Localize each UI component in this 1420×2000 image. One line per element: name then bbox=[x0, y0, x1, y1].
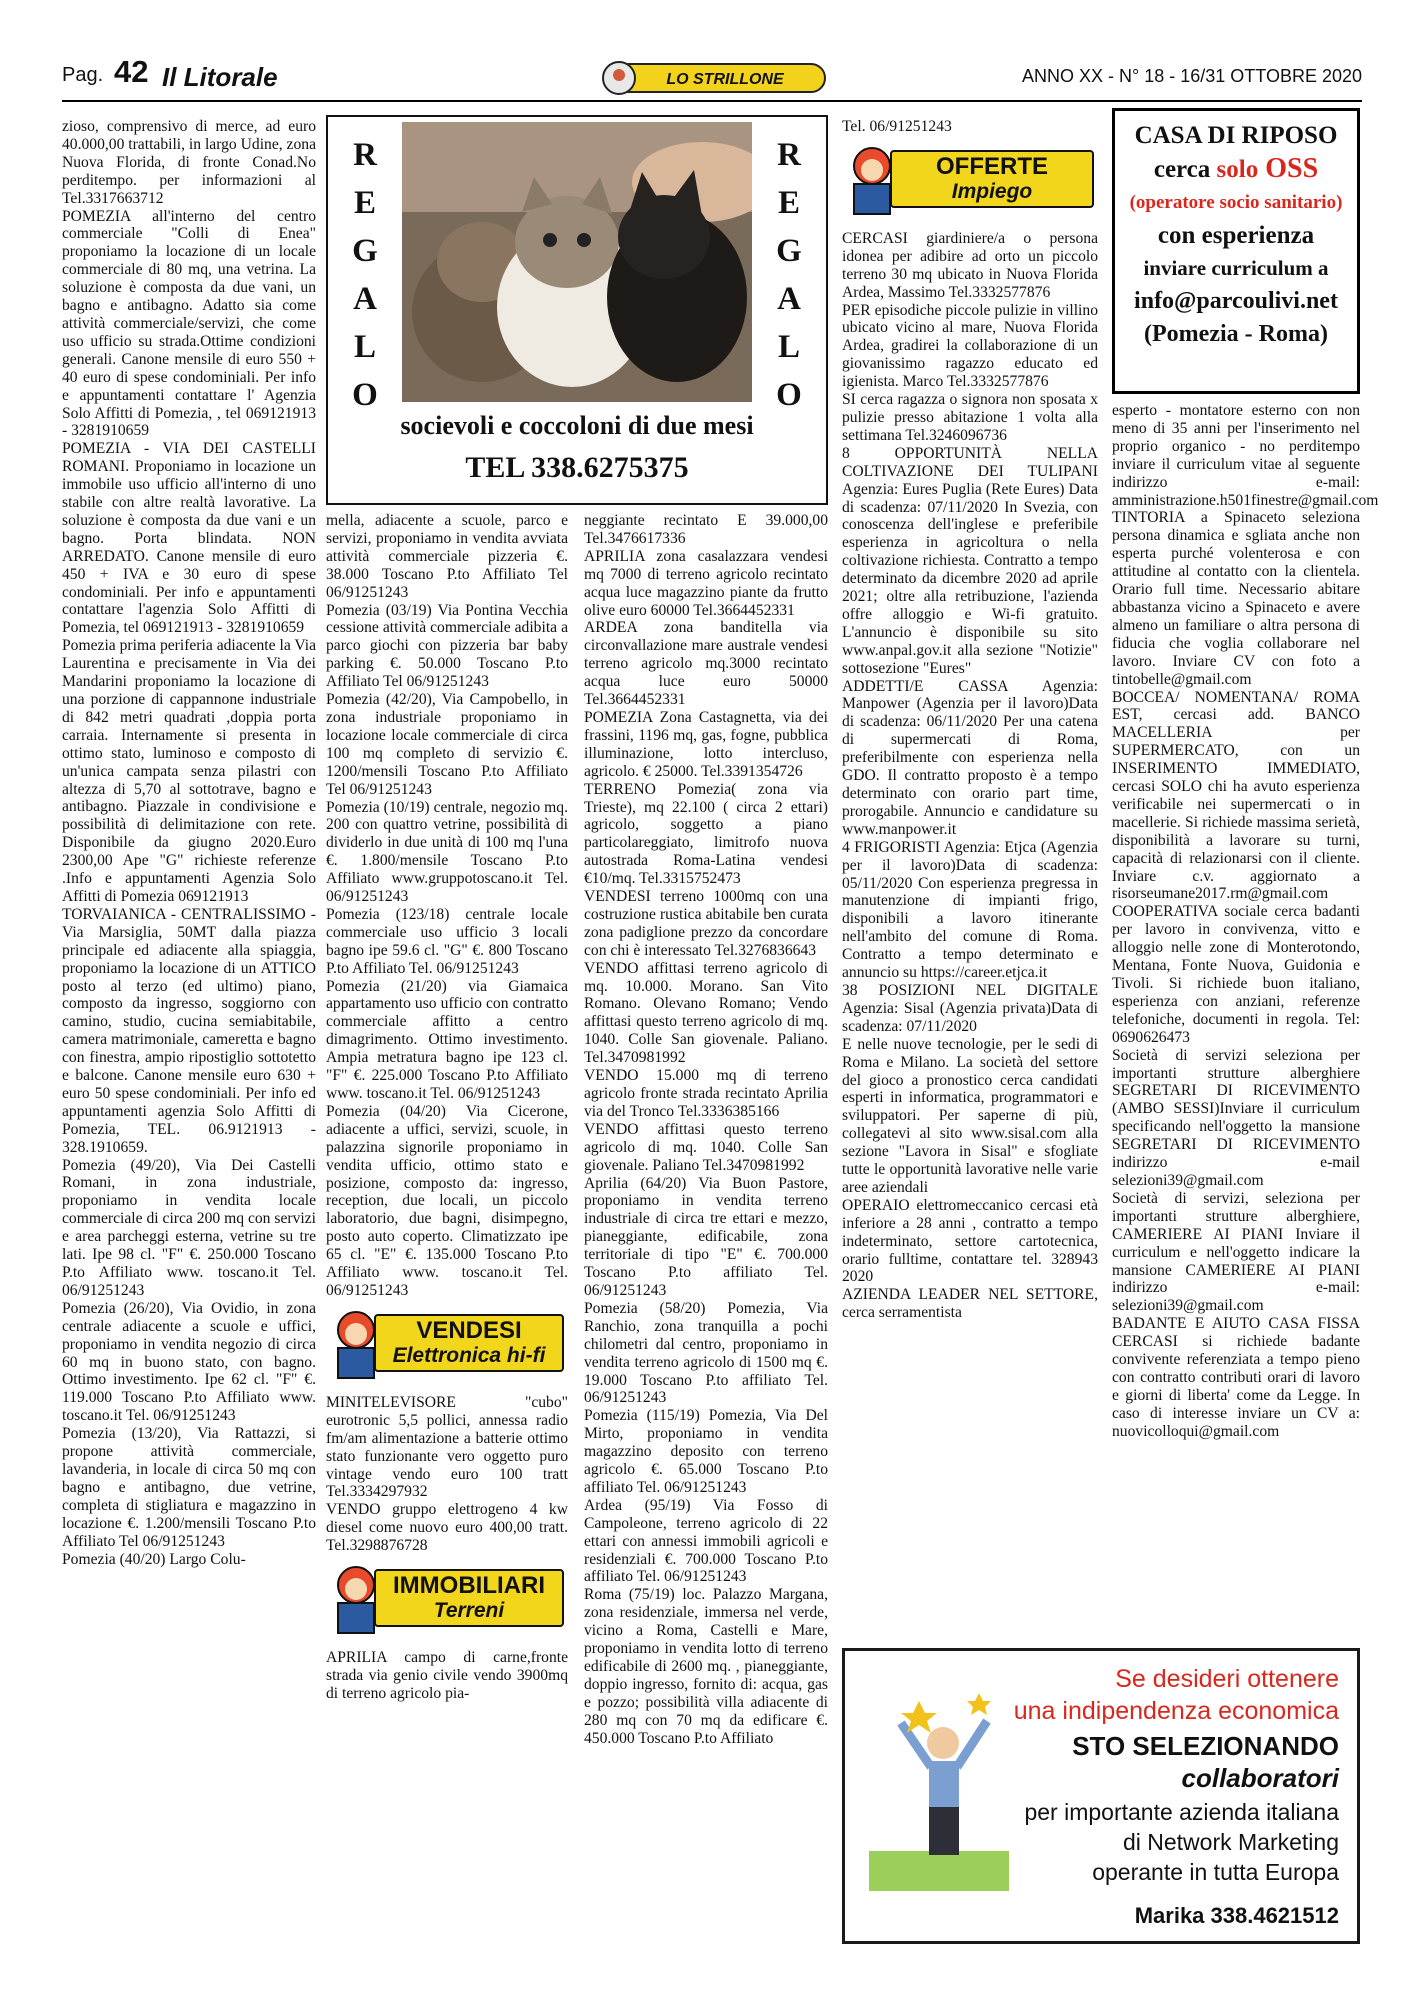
immobiliari-label bbox=[374, 1569, 564, 1627]
kitten-phone: TEL 338.6275375 bbox=[465, 451, 689, 484]
classified-ad: POMEZIA all'interno del centro commerciale "Colli di Enea" proponiamo la locazione di un locale commerciale di 80 mq, una vetrina. La soluzione è composta da due vani, un bagno e antibagno. Adatto sia come attività commerciale/servizi, che come uso ufficio su strada.Ottime condizioni generali. Canone mensile di euro 550 + 40 euro di spese condominiali. Per info e appuntamenti contattare l' Agenzia Solo Affitti di Pomezia, , tel 069121913 - 3281910659 bbox=[62, 207, 316, 440]
oss-line: (operatore socio sanitario) bbox=[1129, 192, 1343, 213]
classified-ad: MINITELEVISORE "cubo" eurotronic 5,5 pollici, annessa radio fm/am alimentazione a batterie ottimo stato funzionante vero oggetto puro vintage vendo euro 100 tratt Tel.3334297932 bbox=[326, 1393, 568, 1501]
classified-ad: Ardea (95/19) Via Fosso di Campoleone, terreno agricolo di 22 ettari con annessi immobili agricoli e residenziali €. 700.000 Toscano P.to affiliato Tel. 06/91251243 bbox=[584, 1496, 828, 1586]
classified-ad: BOCCEA/ NOMENTANA/ ROMA EST, cercasi add. BANCO MACELLERIA per SUPERMERCATO, con un INSERIMENTO IMMEDIATO, cercasi SOLO chi ha avuto esperienza verificabile nei supermercati o in macellerie. Si richiede massima serietà, disponibilità a lavorare su turni, capacità di relazionarsi con il cliente. Inviare c.v. aggiornato a risorseumane2017.rm@gmail.com bbox=[1112, 688, 1360, 903]
oss-job-ad bbox=[1112, 108, 1360, 394]
classified-ad: E nelle nuove tecnologie, per le sedi di Roma e Milano. La società del settore del gioco a pronostico cerca candidati esperti in informatica, programmatori e sviluppatori. Per saperne di più, collegatevi al sito www.sisal.com alla sezione "Lavora in Sisal" e sfogliate tutte le opportunità lavorative nelle varie aree aziendali bbox=[842, 1035, 1098, 1196]
vendesi-label bbox=[374, 1314, 564, 1372]
classified-ad: VENDO affittasi questo terreno agricolo di mq. 1040. Colle San giovenale. Paliano Tel.3470981992 bbox=[584, 1120, 828, 1174]
classified-ad: TINTORIA a Spinaceto seleziona persona dinamica e sgliata anche non esperta purché volenterosa e con attitudine al contatto con la clientela. Orario full time. Necessario abitare abbastanza vicino a Spinaceto e avere almeno un familiare o altra persona di fiducia che voglia collaborare nel lavoro. Inviare CV con foto a tintobelle@gmail.com bbox=[1112, 509, 1360, 688]
letter: E bbox=[353, 185, 376, 221]
classified-ad: COOPERATIVA sociale cerca badanti per lavoro in convivenza, vitto e alloggio nelle zone di Monterotondo, Mentana, Fonte Nuova, Guidonia e Tivoli. Si richiede buon italiano, esperienza con anziani, referenze telefoniche, documenti in regola. Tel: 0690626473 bbox=[1112, 903, 1360, 1046]
mlm-line: Se desideri ottenere bbox=[1115, 1665, 1339, 1693]
classified-ad: OPERAIO elettromeccanico cercasi età inferiore a 28 anni , contratto a tempo indeterminato, settore cartotecnica, orario fulltime, contattare tel. 328943 2020 bbox=[842, 1196, 1098, 1286]
letter: R bbox=[777, 137, 801, 173]
classified-ad: VENDESI terreno 1000mq con una costruzione rustica abitabile ben curata zona padiglione prezzo da concordare con chi è interessato Tel.3276836643 bbox=[584, 888, 828, 959]
classified-ad: POMEZIA - VIA DEI CASTELLI ROMANI. Proponiamo in locazione un immobile uso ufficio all'interno di uno stabile con altre realtà lavorative. La soluzione è composta da due vani e un bagno. Porta blindata. NON ARREDATO. Canone mensile di euro 450 + IVA e 30 euro di spese condominiali. Per info e appuntamenti contattare l'agenzia Solo Affitti di Pomezia, tel 069121913 - 3281910659 bbox=[62, 440, 316, 637]
mlm-line: di Network Marketing bbox=[1122, 1829, 1339, 1855]
classified-ad: esperto - montatore esterno con non meno di 35 anni per l'inserimento nel proprio organico - no perditempo inviare il curriculum vitae al seguente indirizzo e-mail: amministrazione.h501finestre@gmail.com bbox=[1112, 402, 1379, 509]
classified-ad: 8 OPPORTUNITÀ NELLA COLTIVAZIONE DEI TULIPANI Agenzia: Eures Puglia (Rete Eures) Data di scadenza: 07/11/2020 In Svezia, con conoscenza dell'inglese e preferibile esperienza in agricoltura o nella coltivazione richiesta. Contratto a tempo determinato da dicembre 2020 ad aprile 2021; oltre alla retribuzione, l'azienda offre alloggio e Wi-fi gratuito. L'annuncio è disponibile su sito www.anpal.gov.it alla sezione "Notizie" sottosezione "Eures" bbox=[842, 444, 1098, 677]
column-1 bbox=[62, 118, 316, 1568]
letter: A bbox=[353, 281, 377, 317]
classified-ad: AZIENDA LEADER NEL SETTORE, cerca serramentista bbox=[842, 1286, 1098, 1322]
letter: R bbox=[353, 137, 377, 173]
classified-ad: Pomezia (26/20), Via Ovidio, in zona centrale adiacente a scuole e uffici, proponiamo in vendita negozio di circa 60 mq in buono stato, con bagno. Ottimo investimento. Ipe 62 cl. "F" €. 119.000 Toscano P.to Affiliato www. toscano.it Tel. 06/91251243 bbox=[62, 1299, 316, 1425]
oss-line: inviare curriculum a bbox=[1143, 256, 1329, 280]
classified-ad: PER episodiche piccole pulizie in villino ubicato vicino al mare, Nuova Florida Ardea, gradirei la collaborazione di un giovanissimo ragazzo educato ed igienista. Marco Tel.3332577876 bbox=[842, 301, 1098, 391]
regalo-left bbox=[340, 131, 390, 419]
header-subtitle: Terreni bbox=[433, 1599, 505, 1623]
kitten-gift-ad bbox=[326, 115, 828, 505]
classified-ad: neggiante recintato E 39.000,00 Tel.3476617336 bbox=[584, 512, 828, 547]
oss-line: (Pomezia - Roma) bbox=[1144, 321, 1328, 347]
classified-ad: ARDEA zona banditella via circonvallazione mare australe vendesi terreno agricolo mq.3000 recintato acqua luce euro 50000 Tel.3664452331 bbox=[584, 619, 828, 709]
classified-ad: Pomezia (40/20) Largo Colu- bbox=[62, 1550, 246, 1568]
classified-ad: Roma (75/19) loc. Palazzo Margana, zona residenziale, immersa nel verde, vicino a Roma, Castelli e Mare, proponiamo in vendita lotto di terreno edificabile di 2600 mq. , pianeggiante, doppio ingresso, fornito di: acqua, gas e pozzo; possibilità villa adiacente di 280 mq con 70 mq da edificare €. 450.000 Toscano P.to Affiliato bbox=[584, 1586, 828, 1747]
letter: E bbox=[777, 185, 800, 221]
col4-job-listings bbox=[842, 230, 1098, 1322]
letter: O bbox=[352, 377, 378, 413]
classified-ad: 4 FRIGORISTI Agenzia: Etjca (Agenzia per il lavoro)Data di scadenza: 05/11/2020 Con esperienza pregressa in manutenzione di impianti frigo, disponibili a lavoro itinerante nell'ambito del comune di Roma. Contratto a tempo determinato e annuncio su https://career.etjca.it bbox=[842, 838, 1098, 982]
col2-electronics-listings bbox=[326, 1394, 568, 1555]
classified-ad: Pomezia (123/18) centrale locale commerciale uso ufficio 3 locali bagno ipe 59.6 cl. "G" €. 800 Toscano P.to Affiliato Tel. 06/91251243 bbox=[326, 905, 568, 977]
letter: O bbox=[776, 377, 802, 413]
offerte-header bbox=[842, 140, 1098, 218]
col4-top bbox=[842, 118, 1098, 136]
column-2 bbox=[326, 512, 568, 1703]
classified-ad: Tel. 06/91251243 bbox=[842, 118, 952, 135]
classified-ad: VENDO gruppo elettrogeno 4 kw diesel come nuovo euro 400,00 tratt. Tel.3298876728 bbox=[326, 1501, 568, 1555]
offerte-label bbox=[890, 150, 1094, 208]
mlm-line: operante in tutta Europa bbox=[1092, 1859, 1339, 1885]
classified-ad: Pomezia (58/20) Pomezia, Via Ranchio, zona tranquilla a pochi chilometri dal centro, proponiamo in vendita terreno agricolo di 1500 mq €. 19.000 Toscano P.to affiliato Tel. 06/91251243 bbox=[584, 1299, 828, 1407]
classified-ad: Società di servizi seleziona per importanti strutture alberghiere SEGRETARI DI RICEVIMENTO (AMBO SESSI)Inviare il curriculum specificando nell'oggetto la mansione SEGRETARI DI RICEVIMENTO indirizzo e-mail selezioni39@gmail.com bbox=[1112, 1046, 1360, 1189]
issue-info: ANNO XX - N° 18 - 16/31 OTTOBRE 2020 bbox=[1022, 66, 1362, 86]
classified-ad: TORVAIANICA - CENTRALISSIMO - Via Marsiglia, 50MT dalla piazza principale ed adiacente alla spiaggia, proponiamo la locazione di un ATTICO posto al terzo (ed ultimo) piano, composto da ingresso, soggiorno con camino, studio, cucina semiabitabile, camera matrimoniale, cameretta e bagno con finestra, ampio ripostiglio sottotetto e balcone. Canone mensile euro 630 + euro 50 spese condominiali. Per info ed appuntamenti agenzia Solo Affitti di Pomezia, TEL. 06.9121913 - 328.1910659. bbox=[62, 905, 316, 1156]
column-5 bbox=[1112, 402, 1379, 1441]
classified-ad: BADANTE E AIUTO CASA FISSA CERCASI si richiede badante convivente referenziata a tempo pieno con contratto contributi orari di lavoro e giorni di liberta' come da Legge. In caso di interesse inviare un CV a: nuovicolloqui@gmail.com bbox=[1112, 1315, 1360, 1440]
column-4 bbox=[842, 118, 1098, 1322]
classified-ad: Pomezia (03/19) Via Pontina Vecchia cessione attività commerciale adibita a parco giochi con pizzeria bar baby parking €. 50.000 Toscano P.to Affiliato Tel 06/91251243 bbox=[326, 601, 568, 691]
letter: G bbox=[776, 233, 802, 269]
oss-line: cerca solo OSS bbox=[1153, 153, 1319, 184]
column-3 bbox=[584, 512, 828, 1748]
mlm-line: per importante azienda italiana bbox=[1024, 1799, 1339, 1825]
mlm-line: una indipendenza economica bbox=[1013, 1697, 1339, 1725]
classified-ad: mella, adiacente a scuole, parco e servizi, proponiamo in vendita avviata attività commerciale pizzeria €. 38.000 Toscano P.to Affiliato Tel 06/91251243 bbox=[326, 512, 568, 601]
classified-ad: Pomezia (13/20), Via Rattazzi, si propone attività commerciale, lavanderia, in locale di circa 50 mq con bagno e antibagno, due vetrine, completa di stigliatura e magazzino in locazione €. 1.200/mensili Toscano P.to Affiliato Tel 06/91251243 bbox=[62, 1425, 316, 1550]
classified-ad: Pomezia (115/19) Pomezia, Via Del Mirto, proponiamo in vendita magazzino deposito con terreno agricolo €. 65.000 Toscano P.to affiliato Tel. 06/91251243 bbox=[584, 1407, 828, 1496]
classified-ad: Società di servizi, seleziona per importanti strutture alberghiere, CAMERIERE AI PIANI Inviare il curriculum e nell'oggetto indicare la mansione CAMERIERE AI PIANI indirizzo e-mail: selezioni39@gmail.com bbox=[1112, 1189, 1360, 1315]
classified-ad: 38 POSIZIONI NEL DIGITALE Agenzia: Sisal (Agenzia privata)Data di scadenza: 07/11/2020 bbox=[842, 981, 1098, 1035]
classified-ad: Pomezia (49/20), Via Dei Castelli Romani, in zona industriale, proponiamo in vendita locale commerciale di circa 200 mq con servizi e area parcheggi esterna, vetrine su tre lati. Ipe 98 cl. "F" €. 250.000 Toscano P.to Affiliato www. toscano.it Tel. 06/91251243 bbox=[62, 1156, 316, 1299]
letter: A bbox=[777, 281, 801, 317]
col2-commercial-listings bbox=[326, 512, 568, 1300]
page-label: Pag. bbox=[62, 64, 104, 86]
classified-ad: CERCASI giardiniere/a o persona idonea per adibire ad orto un piccolo terreno 30 mq ubicato in Nuova Florida Ardea, Massimo Tel.3332577876 bbox=[842, 229, 1098, 301]
immobiliari-header bbox=[326, 1559, 568, 1637]
classified-ad: TERRENO Pomezia( zona via Trieste), mq 22.100 ( circa 2 ettari) agricolo, soggetto a piano particolareggiato, limitrofo nuova autostrada Roma-Latina vendesi €10/mq. Tel.3315752473 bbox=[584, 780, 828, 888]
oss-email: info@parcoulivi.net bbox=[1134, 288, 1338, 314]
classified-ad: APRILIA campo di carne,fronte strada via genio civile vendo 3900mq di terreno agricolo pia- bbox=[326, 1649, 568, 1702]
classified-ad: Aprilia (64/20) Via Buon Pastore, proponiamo in vendita terreno industriale di circa tre ettari e mezzo, pianeggiante, edificabile, zona territoriale di tipo "E" €. 700.000 Toscano P.to affiliato Tel. 06/91251243 bbox=[584, 1174, 828, 1299]
classified-ad: ADDETTI/E CASSA Agenzia: Manpower (Agenzia per il lavoro)Data di scadenza: 06/11/2020 Per una catena di supermercati di Roma, preferibilmente con esperienza nella GDO. Il contratto proposto è a tempo determinato con orario part time, prorogabile. Annuncio e candidature su www.manpower.it bbox=[842, 677, 1098, 838]
letter: L bbox=[353, 329, 376, 365]
kittens-photo bbox=[402, 122, 752, 402]
classified-ad: SI cerca ragazza o signora non sposata x pulizie presso abitazione 1 volta alla settimana Tel.3246096736 bbox=[842, 391, 1098, 444]
oss-line: con esperienza bbox=[1157, 222, 1315, 249]
classified-ad: zioso, comprensivo di merce, ad euro 40.000,00 trattabili, in largo Udine, zona Nuova Florida, di fronte Conad.No perditempo. per informazioni al Tel.3317663712 bbox=[62, 118, 316, 207]
regalo-right bbox=[764, 131, 814, 419]
classified-ad: Pomezia prima periferia adiacente la Via Laurentina e precisamente in Via dei Mandarini proponiamo la locazione di una porzione di cappannone industriale di 842 metri quadrati ,doppia porta carraia. Internamente si presenta in ottimo stato, luminoso e composto di un'unica campata senza pilastri con altezza di 5,70 al sottotrave, bagno e antibagno. Piazzale in condivisione e possibilità di delimitazione con rete. Disponibile da giugno 2020.Euro 2300,00 Ape "G" richieste referenze .Info e appuntamenti Agenzia Solo Affitti di Pomezia 069121913 bbox=[62, 637, 316, 905]
masthead bbox=[62, 54, 1362, 102]
classified-ad: APRILIA zona casalazzara vendesi mq 7000 di terreno agricolo recintato acqua luce magazzino piante da frutto olive euro 60000 Tel.3664452331 bbox=[584, 547, 828, 619]
network-marketing-ad bbox=[842, 1648, 1360, 1944]
classified-ad: Pomezia (04/20) Via Cicerone, adiacente a uffici, servizi, scuole, in palazzina signorile proponiamo in vendita ufficio, ottimo stato e posizione, composto da: ingresso, reception, due locali, un piccolo laboratorio, due bagni, disimpegno, posto auto coperto. Climatizzato ipe 65 cl. "E" €. 135.000 Toscano P.to Affiliato www. toscano.it Tel. 06/91251243 bbox=[326, 1102, 568, 1299]
lo-strillone-logo bbox=[597, 60, 837, 96]
header-title: IMMOBILIARI bbox=[393, 1572, 545, 1600]
col2-land-listings bbox=[326, 1649, 568, 1703]
classified-ad: POMEZIA Zona Castagnetta, via dei frassini, 1196 mq, gas, fogne, pubblica illuminazione, lotto intercluso, agricolo. € 25000. Tel.3391354726 bbox=[584, 708, 828, 780]
vendesi-header bbox=[326, 1304, 568, 1382]
classified-ad: VENDO 15.000 mq di terreno agricolo fronte strada recintato Aprilia via del Tronco Tel.3336385166 bbox=[584, 1067, 828, 1120]
oss-line: CASA DI RIPOSO bbox=[1134, 122, 1338, 149]
classified-ad: Pomezia (42/20), Via Campobello, in zona industriale proponiamo in locazione locale commerciale di circa 100 mq completo di servizio €. 1200/mensili Toscano P.to Affiliato Tel 06/91251243 bbox=[326, 691, 568, 798]
page-number: 42 bbox=[114, 54, 149, 89]
mlm-contact: Marika 338.4621512 bbox=[1134, 1903, 1339, 1928]
mlm-line: STO SELEZIONANDO bbox=[1072, 1731, 1339, 1761]
kitten-caption: socievoli e coccoloni di due mesi bbox=[400, 411, 754, 440]
header-title: VENDESI bbox=[416, 1316, 522, 1344]
header-title: OFFERTE bbox=[936, 152, 1048, 180]
letter: L bbox=[777, 329, 800, 365]
publication-title: Il Litorale bbox=[162, 62, 278, 92]
header-subtitle: Impiego bbox=[951, 179, 1033, 203]
classified-ad: VENDO affittasi terreno agricolo di mq. 10.000. Morano. San Vito Romano. Olevano Romano; Vendo affittasi questo terreno agricolo di mq. 1040. Colle San giovenale. Paliano. Tel.3470981992 bbox=[584, 959, 828, 1067]
classified-ad: Pomezia (21/20) via Giamaica appartamento uso ufficio con contratto commerciale affitto a centro dimagrimento. Ottimo investimento. Ampia metratura bagno ipe 123 cl. "F" €. 225.000 Toscano P.to Affiliato www. toscano.it Tel. 06/91251243 bbox=[326, 977, 568, 1102]
classified-ad: Pomezia (10/19) centrale, negozio mq. 200 con quattro vetrine, possibilità di dividerlo in due unità di 100 mq l'una €. 1.800/mensile Toscano P.to Affiliato www.gruppotoscano.it Tel. 06/91251243 bbox=[326, 798, 568, 906]
logo-text: LO STRILLONE bbox=[666, 71, 784, 88]
celebrating-person-figure bbox=[859, 1681, 1019, 1901]
letter: G bbox=[352, 233, 378, 269]
mlm-line: collaboratori bbox=[1181, 1763, 1339, 1793]
header-subtitle: Elettronica hi-fi bbox=[392, 1343, 546, 1367]
